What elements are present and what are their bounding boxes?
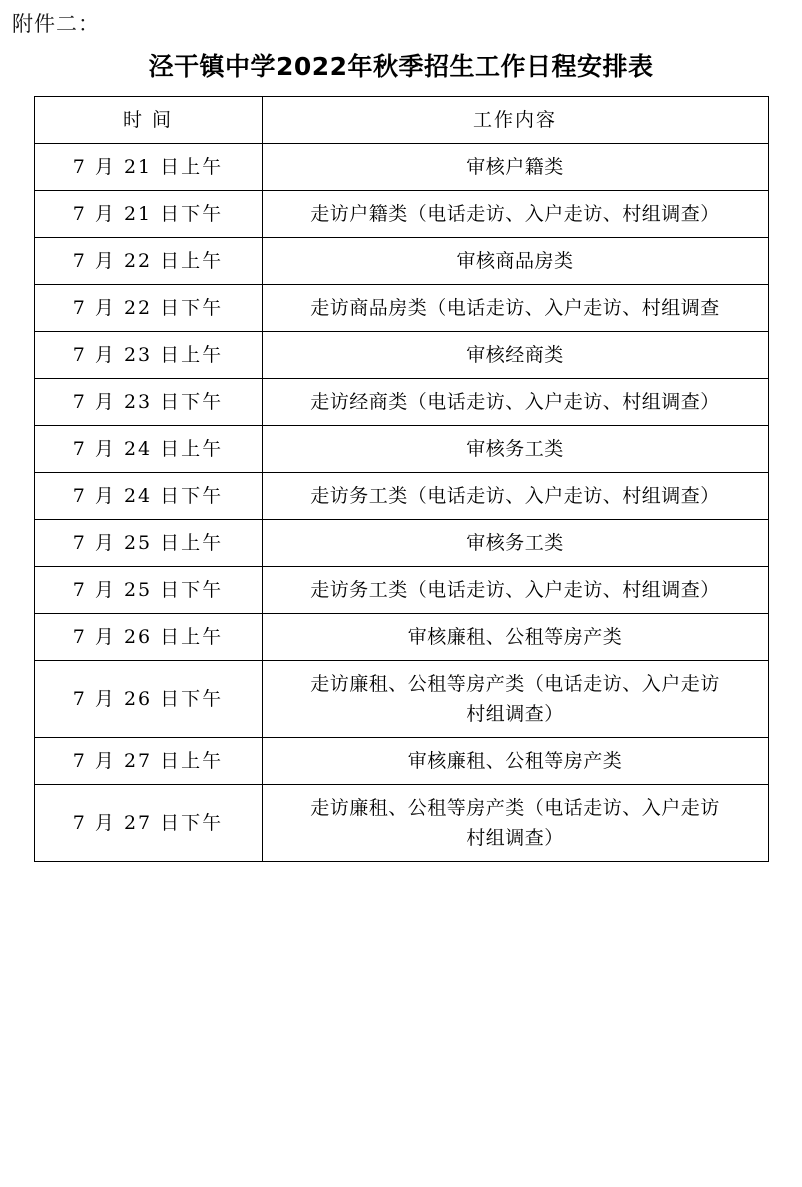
cell-time: 7 月 26 日上午 <box>34 614 262 661</box>
cell-content: 走访廉租、公租等房产类（电话走访、入户走访 村组调查） <box>262 661 768 738</box>
table-row <box>34 785 768 862</box>
table-header-row <box>34 97 768 144</box>
cell-time: 7 月 22 日上午 <box>34 238 262 285</box>
cell-content: 审核务工类 <box>262 426 768 473</box>
cell-content: 审核商品房类 <box>262 238 768 285</box>
table-row <box>34 332 768 379</box>
cell-time: 7 月 26 日下午 <box>34 661 262 738</box>
cell-content: 走访务工类（电话走访、入户走访、村组调查） <box>262 473 768 520</box>
table-row <box>34 661 768 738</box>
cell-content: 走访务工类（电话走访、入户走访、村组调查） <box>262 567 768 614</box>
table-row <box>34 473 768 520</box>
table-body <box>34 144 768 862</box>
cell-content: 走访商品房类（电话走访、入户走访、村组调查 <box>262 285 768 332</box>
table-row <box>34 426 768 473</box>
cell-time: 7 月 22 日下午 <box>34 285 262 332</box>
cell-time: 7 月 25 日下午 <box>34 567 262 614</box>
table-row <box>34 520 768 567</box>
cell-content: 审核廉租、公租等房产类 <box>262 614 768 661</box>
cell-content: 走访经商类（电话走访、入户走访、村组调查） <box>262 379 768 426</box>
cell-time: 7 月 21 日上午 <box>34 144 262 191</box>
cell-content: 审核廉租、公租等房产类 <box>262 738 768 785</box>
cell-time: 7 月 23 日上午 <box>34 332 262 379</box>
table-row <box>34 191 768 238</box>
attachment-label: 附件二： <box>12 12 100 36</box>
cell-time: 7 月 24 日下午 <box>34 473 262 520</box>
cell-content: 审核务工类 <box>262 520 768 567</box>
cell-time: 7 月 23 日下午 <box>34 379 262 426</box>
table-row <box>34 567 768 614</box>
column-header-time: 时 间 <box>34 97 262 144</box>
cell-time: 7 月 24 日上午 <box>34 426 262 473</box>
cell-content: 走访户籍类（电话走访、入户走访、村组调查） <box>262 191 768 238</box>
cell-time: 7 月 27 日下午 <box>34 785 262 862</box>
table-row <box>34 238 768 285</box>
table-row <box>34 738 768 785</box>
table-row <box>34 379 768 426</box>
column-header-content: 工作内容 <box>262 97 768 144</box>
cell-content: 走访廉租、公租等房产类（电话走访、入户走访 村组调查） <box>262 785 768 862</box>
cell-time: 7 月 27 日上午 <box>34 738 262 785</box>
cell-content: 审核经商类 <box>262 332 768 379</box>
table-row <box>34 285 768 332</box>
cell-time: 7 月 25 日上午 <box>34 520 262 567</box>
cell-content: 审核户籍类 <box>262 144 768 191</box>
cell-time: 7 月 21 日下午 <box>34 191 262 238</box>
page-title: 泾干镇中学2022年秋季招生工作日程安排表 <box>148 52 654 81</box>
schedule-table <box>34 96 769 862</box>
table-row <box>34 144 768 191</box>
table-row <box>34 614 768 661</box>
